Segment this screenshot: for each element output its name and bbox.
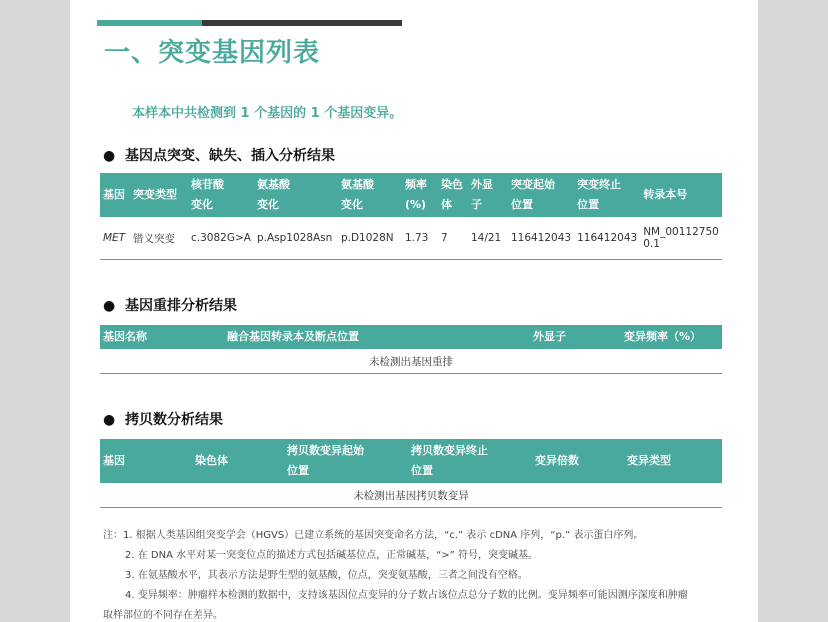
cell-nucleotide: c.3082G>A <box>188 217 254 260</box>
col-header-fold: 变异倍数 <box>532 439 624 483</box>
col-header-type: 突变类型 <box>130 173 188 217</box>
document-page <box>70 0 758 622</box>
note-item: 3. 在氨基酸水平，其表示方法是野生型的氨基酸，位点，突变氨基酸，三者之间没有空格。 <box>125 570 528 581</box>
col-header-gene: 基因 <box>100 173 130 217</box>
col-header-aa-short: 氨基酸 变化 <box>338 173 402 217</box>
cell-chrom: 7 <box>438 217 468 260</box>
note-prefix: 注： <box>103 530 123 541</box>
col-header-cnv-end: 拷贝数变异终止 位置 <box>408 439 532 483</box>
cell-start: 116412043 <box>508 217 574 260</box>
mutation-header-row <box>100 173 722 217</box>
note-item: 1. 根据人类基因组突变学会（HGVS）已建立系统的基因突变命名方法，“c.” 表示 cDNA 序列，“p.” 表示蛋白序列。 <box>123 530 644 541</box>
mutation-section-heading <box>103 145 335 165</box>
cnv-header-row <box>100 439 722 483</box>
footnotes <box>103 526 733 622</box>
empty-result-text: 未检测出基因拷贝数变异 <box>100 483 722 508</box>
col-header-chrom: 染色 体 <box>438 173 468 217</box>
col-header-freq: 变异频率（%） <box>621 325 722 349</box>
bullet-icon: ● <box>103 412 116 428</box>
bullet-icon: ● <box>103 148 116 164</box>
col-header-aa-full: 氨基酸 变化 <box>254 173 338 217</box>
col-header-cnv-start: 拷贝数变异起始 位置 <box>284 439 408 483</box>
rearrangement-header-row <box>100 325 722 349</box>
viewer-background-left <box>0 0 70 622</box>
cell-transcript: NM_00112750 0.1 <box>640 217 722 260</box>
header-accent-bar <box>97 20 202 26</box>
cell-exon: 14/21 <box>468 217 508 260</box>
table-row <box>100 349 722 374</box>
cell-freq: 1.73 <box>402 217 438 260</box>
note-item: 取样部位的不同存在差异。 <box>103 610 223 621</box>
col-header-fusion: 融合基因转录本及断点位置 <box>224 325 530 349</box>
note-line <box>103 586 733 606</box>
note-line <box>103 606 733 622</box>
header-dark-bar <box>202 20 402 26</box>
viewer-background-right <box>758 0 828 622</box>
col-header-exon: 外显子 <box>530 325 621 349</box>
bullet-icon: ● <box>103 298 116 314</box>
rearrangement-section-heading <box>103 295 237 315</box>
mutation-heading-text: 基因点突变、缺失、插入分析结果 <box>125 148 335 164</box>
table-row <box>100 217 722 260</box>
mutation-table <box>100 173 722 260</box>
cell-aa-full: p.Asp1028Asn <box>254 217 338 260</box>
rearrangement-table <box>100 325 722 374</box>
cnv-heading-text: 拷贝数分析结果 <box>125 412 223 428</box>
note-line <box>103 546 733 566</box>
col-header-freq: 频率 (%) <box>402 173 438 217</box>
col-header-nucleotide: 核苷酸 变化 <box>188 173 254 217</box>
col-header-chrom: 染色体 <box>192 439 284 483</box>
note-item: 2. 在 DNA 水平对某一突变位点的描述方式包括碱基位点，正常碱基，“>” 符号，突变碱基。 <box>125 550 539 561</box>
col-header-gene: 基因 <box>100 439 192 483</box>
col-header-gene-name: 基因名称 <box>100 325 224 349</box>
summary-text: 本样本中共检测到 1 个基因的 1 个基因变异。 <box>132 106 403 121</box>
col-header-end: 突变终止 位置 <box>574 173 640 217</box>
rearrangement-heading-text: 基因重排分析结果 <box>125 298 237 314</box>
note-line <box>103 526 733 546</box>
cell-gene: MET <box>100 217 130 260</box>
cnv-section-heading <box>103 409 223 429</box>
col-header-exon: 外显 子 <box>468 173 508 217</box>
cell-end: 116412043 <box>574 217 640 260</box>
cell-type: 错义突变 <box>130 217 188 260</box>
col-header-start: 突变起始 位置 <box>508 173 574 217</box>
col-header-variant-type: 变异类型 <box>624 439 722 483</box>
page-title: 一、突变基因列表 <box>104 38 321 68</box>
empty-result-text: 未检测出基因重排 <box>100 349 722 374</box>
note-line <box>103 566 733 586</box>
col-header-transcript: 转录本号 <box>640 173 722 217</box>
cell-aa-short: p.D1028N <box>338 217 402 260</box>
table-row <box>100 483 722 508</box>
cnv-table <box>100 439 722 508</box>
note-item: 4. 变异频率：肿瘤样本检测的数据中，支持该基因位点变异的分子数占该位点总分子数的比例。变异频率可能因测序深度和肿瘤 <box>125 590 688 601</box>
